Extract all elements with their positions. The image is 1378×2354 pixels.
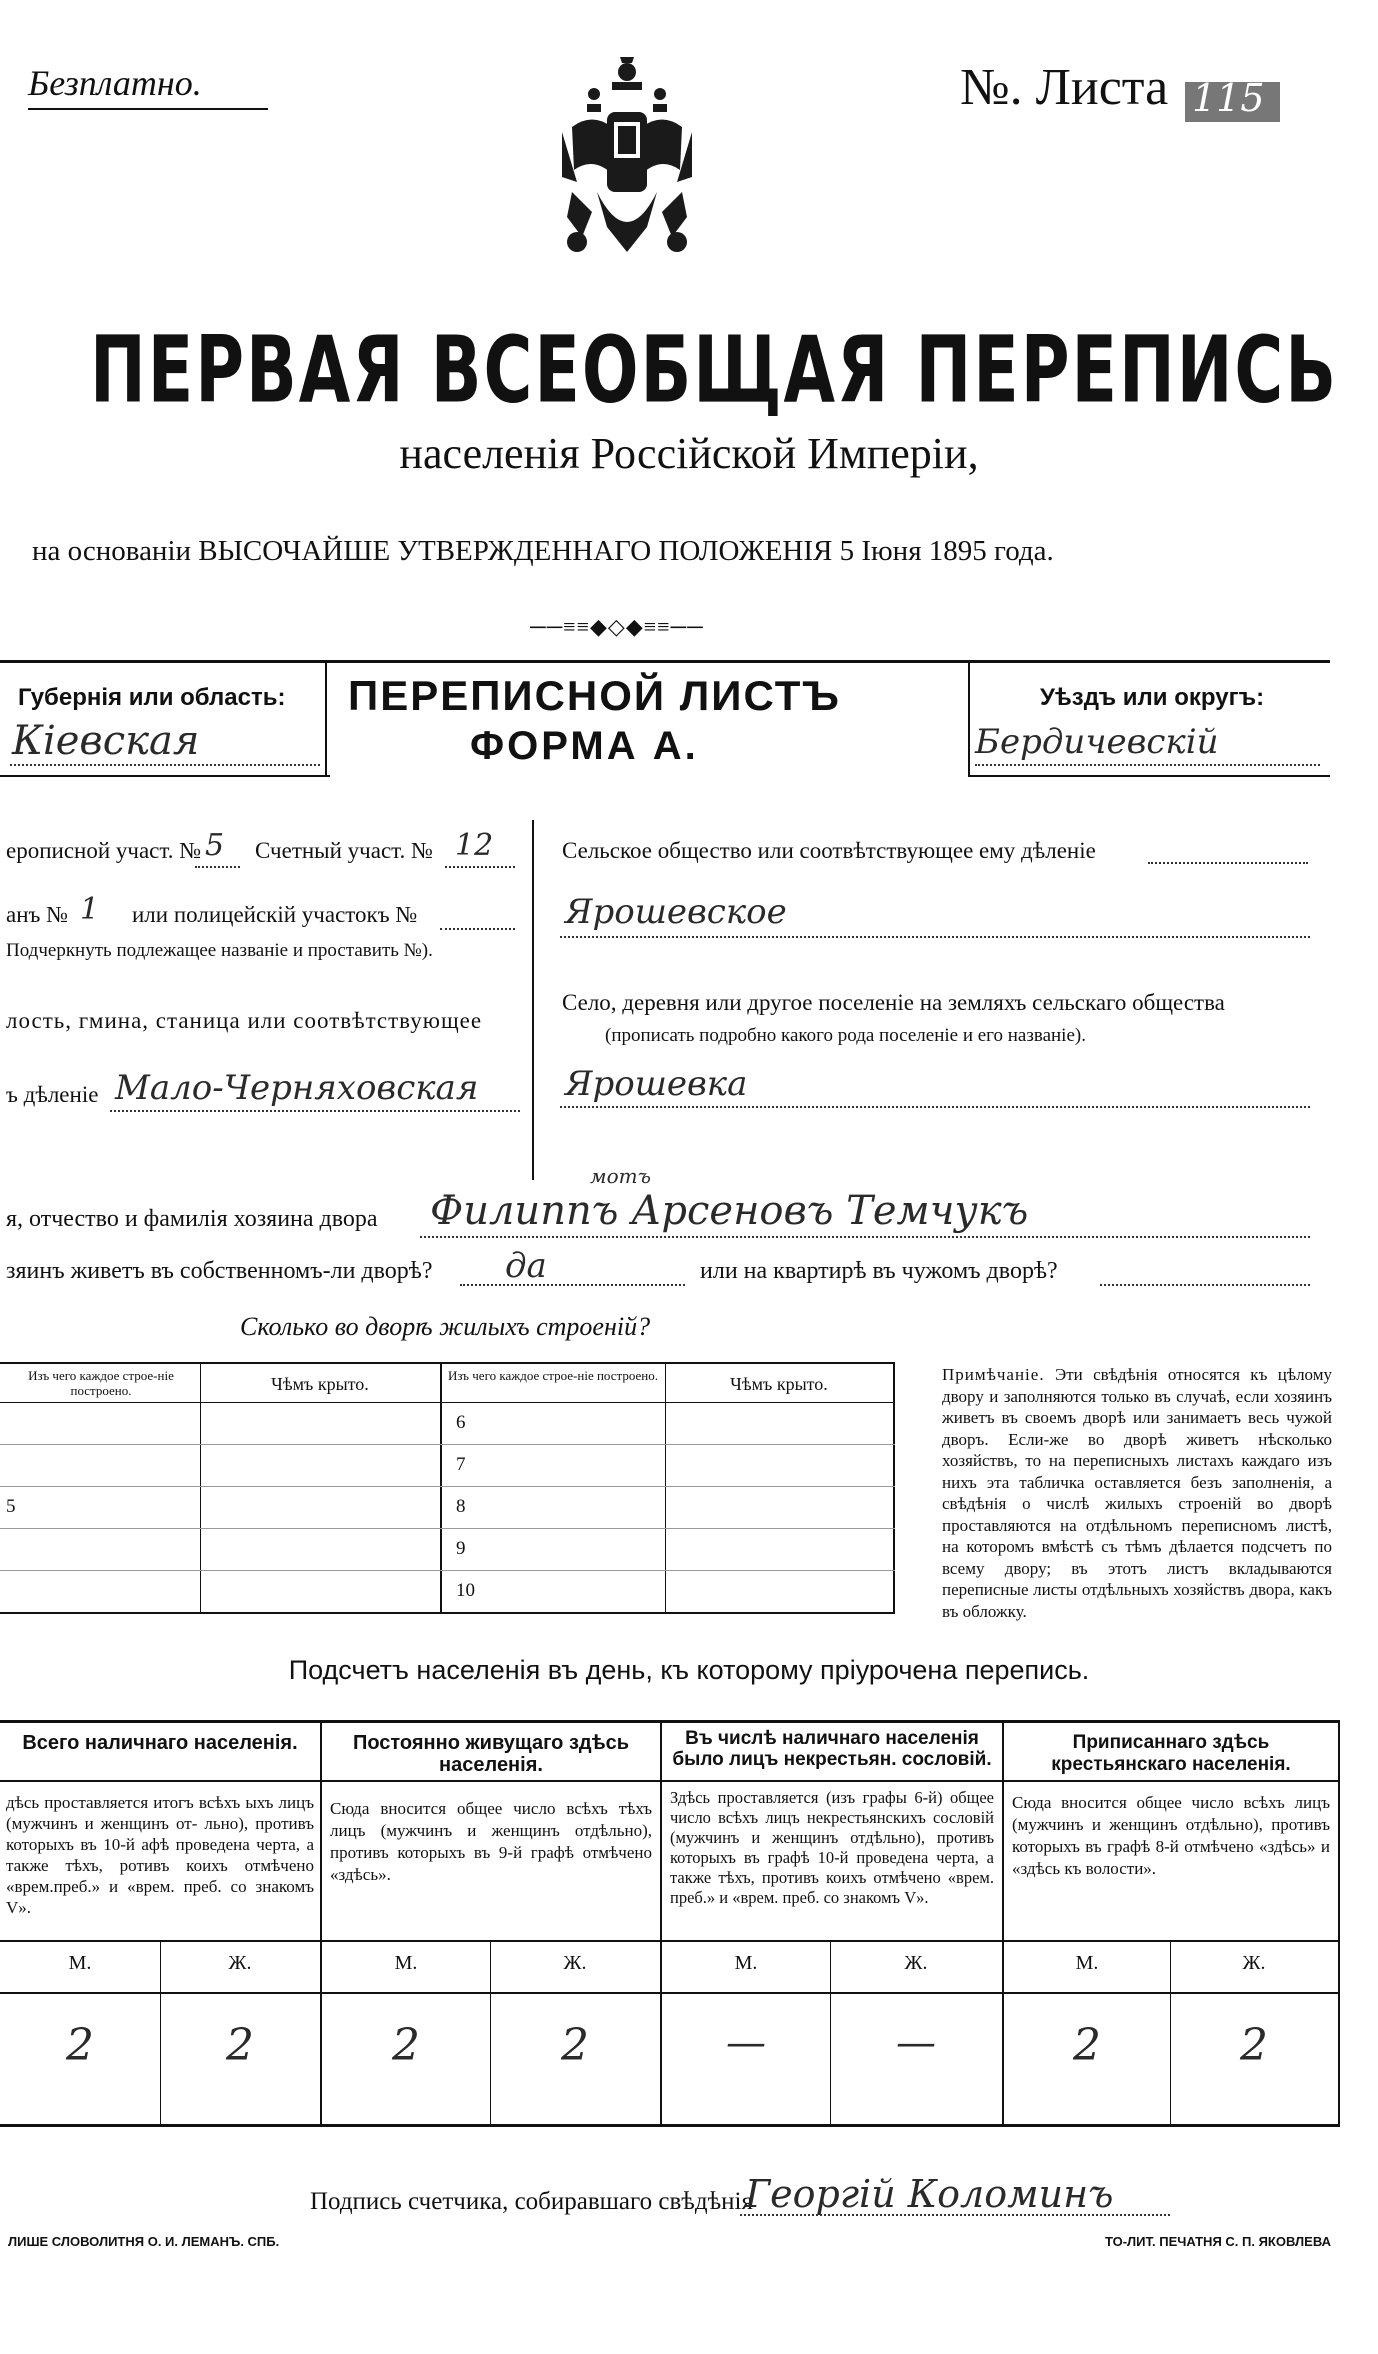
village-note: (прописать подробно какого рода поселеніе и его названіе).: [605, 1025, 1086, 1046]
building-row-9: 9: [456, 1538, 466, 1559]
owner-rent-label: или на квартирѣ въ чужомъ дворѣ?: [700, 1258, 1058, 1284]
signature-value: Георгій Коломинъ: [745, 2172, 1114, 2216]
subtitle: населенія Россійской Имперіи,: [399, 429, 979, 478]
count-col4-m-value: 2: [1073, 2020, 1101, 2071]
ornament-divider: ──≡≡◆◇◆≡≡──: [530, 614, 704, 639]
form-top-rule: [0, 660, 1330, 663]
owner-name-line: [420, 1236, 1310, 1238]
village-field-line: [560, 1106, 1310, 1108]
left-imprint: ЛИШЕ СЛОВОЛИТНЯ О. И. ЛЕМАНЪ. СПБ.: [8, 2234, 280, 2249]
middle-divider: [532, 820, 534, 1180]
village-value: Ярошевка: [565, 1064, 748, 1104]
building-row-5: 5: [6, 1496, 16, 1517]
remark-text: Эти свѣдѣнія относятся къ цѣлому двору и заполняются только въ случаѣ, если хозяинъ живетъ въ своемъ дворѣ или занимаетъ весь чужой дворъ. Если-же во дворѣ живетъ нѣсколько хозяйствъ, то на переписныхъ листахъ каждаго изъ нихъ эта табличка оставляется безъ заполненія, а свѣдѣнія о числѣ жилыхъ строеній во дворѣ проставляются на отдѣльномъ переписномъ листѣ, на которомъ вмѣстѣ съ тѣмъ дѣлается подсчетъ по всему двору; въ этотъ листъ вкладываются переписные листы отдѣльныхъ хозяйствъ двора, какъ въ обложку.: [942, 1365, 1332, 1621]
gubernia-bottom: [0, 775, 330, 777]
population-count-table: [0, 1720, 1340, 2128]
count-col3-m-value: —: [726, 2020, 766, 2066]
free-label: Безплатно.: [28, 63, 202, 103]
count-col4-desc: Сюда вносится общее число всѣхъ лицъ (мужчинъ и женщинъ отдѣльно), противъ которыхъ въ графѣ 8-й отмѣчено «здѣсь» и «здѣсь къ волости».: [1012, 1793, 1330, 1878]
sheet-no-label: №. Листа: [960, 59, 1169, 116]
count-col3-f-label: Ж.: [904, 1952, 928, 1974]
right-imprint: ТО-ЛИТ. ПЕЧАТНЯ С. П. ЯКОВЛЕВА: [1105, 2234, 1331, 2249]
material-header-right: Изъ чего каждое строе-ніе построено.: [448, 1368, 658, 1383]
underline-note: Подчеркнуть подлежащее названіе и проставить №).: [6, 940, 433, 961]
count-col1-f-value: 2: [226, 2020, 254, 2071]
count-col4-f-value: 2: [1240, 2020, 1268, 2071]
society-label: Сельское общество или соотвѣтствующее ему дѣленіе: [562, 838, 1096, 863]
count-col1-m-label: М.: [68, 1952, 92, 1974]
police-label: или полицейскій участокъ №: [132, 902, 418, 927]
society-field-line: [560, 936, 1310, 938]
society-value: Ярошевское: [565, 892, 787, 932]
gubernia-value: Кіевская: [12, 718, 200, 764]
count-col2-f-label: Ж.: [563, 1952, 587, 1974]
gubernia-field-line: [10, 764, 320, 766]
form-head-divider-left: [325, 660, 327, 775]
building-row-6: 6: [456, 1412, 466, 1433]
division-label: ъ дѣленіе: [6, 1082, 99, 1107]
uezd-field-line: [975, 764, 1320, 766]
remark: [942, 1364, 1332, 1622]
gubernia-label: Губернія или область:: [18, 684, 286, 711]
uezd-bottom: [968, 775, 1330, 777]
owner-lives-value: да: [505, 1246, 547, 1286]
buildings-table: [0, 1362, 895, 1614]
count-col3-f-value: —: [896, 2020, 936, 2066]
sheet-no-value: 115: [1192, 76, 1265, 120]
buildings-count-label: Сколько во дворѣ жилыхъ строеній?: [240, 1312, 651, 1341]
society-label-line: [1148, 862, 1308, 864]
stan-label: анъ №: [6, 902, 69, 927]
roof-header-right: Чѣмъ крыто.: [730, 1374, 828, 1394]
form-head-divider-right: [968, 660, 970, 775]
owner-lives-label: зяинъ живетъ въ собственномъ-ли дворѣ?: [6, 1258, 433, 1284]
roof-header-left: Чѣмъ крыто.: [271, 1374, 369, 1394]
uezd-value: Бердичевскій: [975, 722, 1219, 762]
free-underline: [28, 108, 268, 110]
division-field-line: [110, 1110, 520, 1112]
count-title: Подсчетъ населенія въ день, къ которому пріурочена перепись.: [288, 1655, 1090, 1685]
division-value: Мало-Черняховская: [115, 1068, 479, 1108]
count-col3-header: Въ числѣ наличнаго населенія было лицъ некрестьян. сословій.: [672, 1728, 992, 1770]
count-col2-header: Постоянно живущаго здѣсь населенія.: [352, 1732, 630, 1776]
count-col2-desc: Сюда вносится общее число всѣхъ тѣхъ лицъ (мужчинъ и женщинъ отдѣльно), противъ которыхъ въ 9-й графѣ отмѣчено «здѣсь».: [330, 1799, 652, 1884]
owner-lives-line: [460, 1284, 685, 1286]
uezd-label: Уѣздъ или округъ:: [1040, 684, 1265, 711]
building-row-7: 7: [456, 1454, 466, 1475]
owner-name-value: Филиппъ Арсеновъ Темчукъ: [430, 1188, 1029, 1234]
building-row-10: 10: [456, 1580, 475, 1601]
signature-label: Подпись счетчика, собиравшаго свѣдѣнія: [310, 2188, 753, 2215]
double-headed-eagle-icon: [552, 52, 702, 267]
sheet-title: ПЕРЕПИСНОЙ ЛИСТЪ: [348, 672, 841, 719]
police-field-line: [440, 928, 515, 930]
owner-name-note: мотъ: [590, 1164, 651, 1188]
district-field-line: [195, 866, 240, 868]
count-district-value: 12: [455, 828, 494, 863]
count-field-line: [445, 866, 515, 868]
form-title: ФОРМА А.: [470, 724, 699, 768]
count-col2-f-value: 2: [561, 2020, 589, 2071]
district-label: ерописной участ. №: [6, 838, 202, 863]
owner-name-label: я, отчество и фамилія хозяина двора: [6, 1206, 378, 1232]
owner-rent-line: [1100, 1284, 1310, 1286]
count-col2-m-value: 2: [392, 2020, 420, 2071]
count-district-label: Счетный участ. №: [255, 838, 433, 863]
count-col4-header: Приписаннаго здѣсь крестьянскаго населенія.: [1051, 1732, 1291, 1775]
building-row-8: 8: [456, 1496, 466, 1517]
remark-label: Примѣчаніе.: [942, 1365, 1045, 1384]
count-col1-desc: дѣсь проставляется итогъ всѣхъ ыхъ лицъ (мужчинъ и женщинъ от- льно), противъ которыхъ въ 10-й афѣ проведена черта, а также тѣхъ, ротивъ коихъ отмѣчено «врем.преб.» и «врем. преб. со знакомъ V».: [6, 1793, 314, 1917]
count-col1-header: Всего наличнаго населенія.: [22, 1732, 298, 1754]
count-col2-m-label: М.: [394, 1952, 418, 1974]
count-col4-m-label: М.: [1075, 1952, 1099, 1974]
count-col3-m-label: М.: [734, 1952, 758, 1974]
stan-value: 1: [80, 892, 100, 927]
signature-line: [740, 2214, 1170, 2216]
volost-label: лость, гмина, станица или соотвѣтствующее: [6, 1008, 483, 1033]
count-col4-f-label: Ж.: [1242, 1952, 1266, 1974]
count-col1-m-value: 2: [66, 2020, 94, 2071]
main-title: ПЕРВАЯ ВСЕОБЩАЯ ПЕРЕПИСЬ: [90, 318, 1339, 425]
legal-basis: на основаніи ВЫСОЧАЙШЕ УТВЕРЖДЕННАГО ПОЛОЖЕНІЯ 5 Іюня 1895 года.: [32, 535, 1054, 567]
count-col1-f-label: Ж.: [228, 1952, 252, 1974]
district-value: 5: [205, 828, 225, 863]
material-header-left: Изъ чего каждое строе-ніе построено.: [28, 1368, 174, 1398]
village-label: Село, деревня или другое поселеніе на земляхъ сельскаго общества: [562, 990, 1225, 1015]
count-col3-desc: Здѣсь проставляется (изъ графы 6-й) общее число всѣхъ лицъ некрестьянскихъ сословій (мужчинъ и женщинъ отдѣльно), противъ которыхъ въ графѣ 10-й проведена черта, а также тѣхъ, противъ коихъ отмѣчено «врем. преб.» и «врем. преб. со знакомъ V».: [670, 1788, 994, 1907]
